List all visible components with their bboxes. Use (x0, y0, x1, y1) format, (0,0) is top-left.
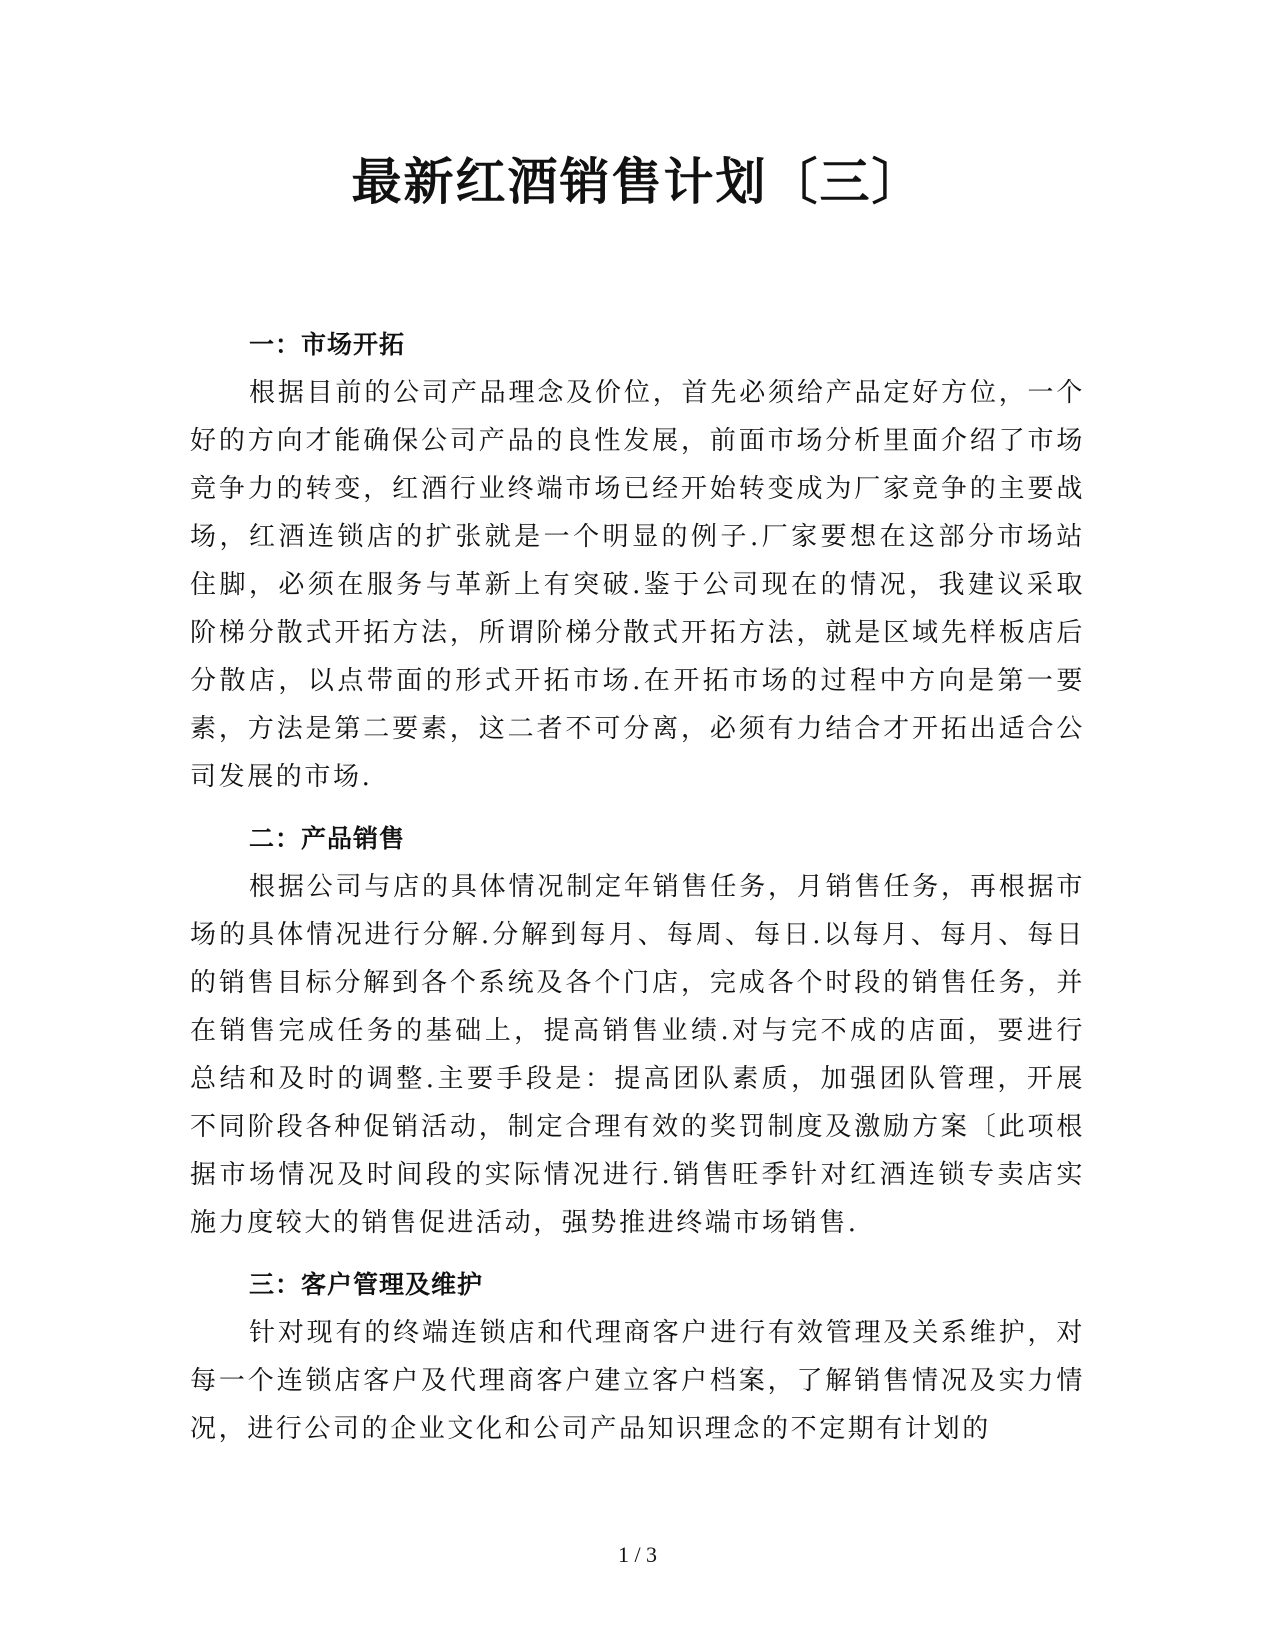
section-heading: 三：客户管理及维护 (249, 1270, 484, 1299)
document-body (190, 321, 1085, 1467)
section-paragraph: 根据公司与店的具体情况制定年销售任务，月销售任务，再根据市场的具体情况进行分解.分解到每月、每周、每日.以每月、每月、每日的销售目标分解到各个系统及各个门店，完成各个时段的销售任务，并在销售完成任务的基础上，提高销售业绩.对与完不成的店面，要进行总结和及时的调整.主要手段是：提高团队素质，加强团队管理，开展不同阶段各种促销活动，制定合理有效的奖罚制度及激励方案〔此项根据市场情况及时间段的实际情况进行.销售旺季针对红酒连锁专卖店实施力度较大的销售促进活动，强势推进终端市场销售. (190, 872, 1085, 1238)
section-market-development (190, 321, 1085, 801)
section-heading: 二：产品销售 (249, 824, 406, 853)
section-product-sales (190, 815, 1085, 1247)
section-heading: 一：市场开拓 (249, 330, 406, 359)
document-title: 最新红酒销售计划〔三〕 (351, 153, 924, 211)
page-number: 1 / 3 (617, 1542, 658, 1567)
section-paragraph: 根据目前的公司产品理念及价位，首先必须给产品定好方位，一个好的方向才能确保公司产品的良性发展，前面市场分析里面介绍了市场竞争力的转变，红酒行业终端市场已经开始转变成为厂家竞争的主要战场，红酒连锁店的扩张就是一个明显的例子.厂家要想在这部分市场站住脚，必须在服务与革新上有突破.鉴于公司现在的情况，我建议采取阶梯分散式开拓方法，所谓阶梯分散式开拓方法，就是区域先样板店后分散店，以点带面的形式开拓市场.在开拓市场的过程中方向是第一要素，方法是第二要素，这二者不可分离，必须有力结合才开拓出适合公司发展的市场. (190, 378, 1085, 792)
section-paragraph: 针对现有的终端连锁店和代理商客户进行有效管理及关系维护，对每一个连锁店客户及代理商客户建立客户档案，了解销售情况及实力情况，进行公司的企业文化和公司产品知识理念的不定期有计划的 (190, 1318, 1085, 1444)
section-customer-management (190, 1261, 1085, 1453)
